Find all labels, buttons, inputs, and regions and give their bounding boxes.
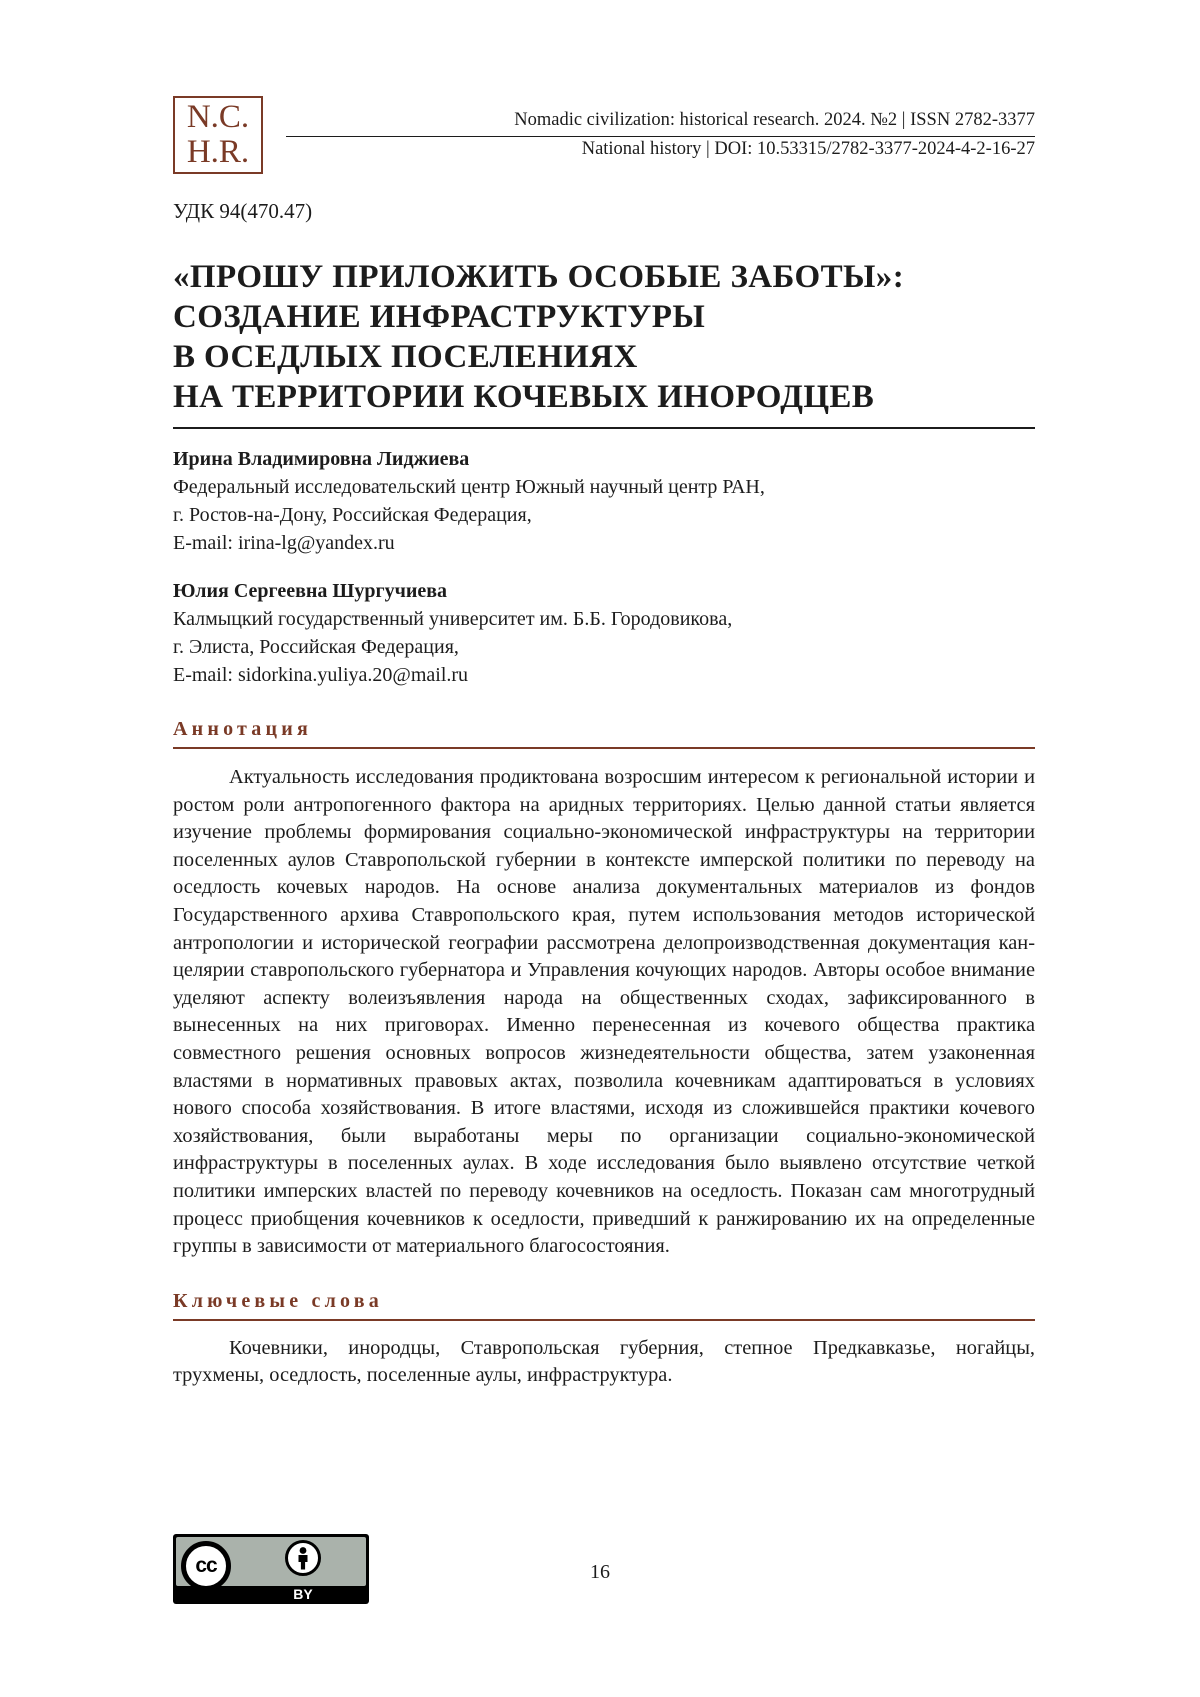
author-location: г. Ростов-на-Дону, Российская Федерация, (173, 504, 532, 526)
logo-line-1: N.C. (186, 99, 250, 135)
udc-code: УДК 94(470.47) (173, 199, 313, 223)
header-divider (286, 136, 1035, 137)
abstract-heading: Аннотация (173, 718, 1035, 749)
journal-citation: Nomadic civilization: historical research. 2024. №2 | ISSN 2782-3377 (514, 110, 1035, 130)
author-affiliation: Федеральный исследовательский центр Южный научный центр РАН, (173, 476, 765, 498)
journal-header (173, 96, 1035, 179)
author-2 (173, 577, 1035, 689)
logo-line-2: H.R. (186, 134, 250, 170)
cc-icon: cc (181, 1541, 231, 1591)
author-name: Юлия Сергеевна Шургучиева (173, 580, 448, 602)
title-line-4: НА ТЕРРИТОРИИ КОЧЕВЫХ ИНОРОДЦЕВ (173, 379, 875, 415)
abstract-text: Актуальность исследования продиктована возросшим интересом к региональной истории и ростом роли антропогенного фактора на аридных территориях. Целью данной статьи является изучение проблемы формирования социально-экономической инфраструктуры на территории поселенных аулов Ставропольской губернии в контексте имперской политики по переводу на оседлость кочевых народов. На основе анализа документальных материалов из фондов Государственного архива Ставропольского края, путем использования методов исторической антропологии и исторической географии рассмотрена делопроизводственная документация канцелярии ставропольского губернатора и Управления кочующих народов. Авторы особое внимание уделяют аспекту волеизъявления народа на общественных сходах, зафиксированного в вынесенных на них приговорах. Именно перенесенная из кочевого общества практика совместного решения основных вопросов жизнедеятельности общества, затем узаконенная властями в нормативных правовых актах, позволила кочевникам адаптироваться в условиях нового способа хозяйствования. В итоге властями, исходя из сложившейся практики кочевого хозяйствования, были выработаны меры по организации социально-экономической инфраструктуры в поселенных аулах. В ходе исследования было выявлено отсутствие четкой политики имперских властей по переводу кочевников на оседлость. Показан сам многотрудный процесс приобщения кочевников к оседлости, приведший к ранжированию их на определенные группы в зависимости от материального благосостояния. (173, 766, 1035, 1258)
keywords-heading: Ключевые слова (173, 1290, 1035, 1321)
title-line-2: СОЗДАНИЕ ИНФРАСТРУКТУРЫ (173, 299, 706, 335)
title-line-3: В ОСЕДЛЫХ ПОСЕЛЕНИЯХ (173, 339, 638, 375)
journal-logo (173, 96, 263, 174)
doi-line: National history | DOI: 10.53315/2782-3377-2024-4-2-16-27 (581, 139, 1035, 159)
author-affiliation: Калмыцкий государственный университет им. Б.Б. Городовикова, (173, 608, 733, 630)
article-title (173, 257, 1035, 429)
by-label: BY (293, 1586, 313, 1602)
author-email: E-mail: irina-lg@yandex.ru (173, 532, 395, 554)
article-page (173, 96, 1035, 1390)
author-location: г. Элиста, Российская Федерация, (173, 636, 459, 658)
title-line-1: «ПРОШУ ПРИЛОЖИТЬ ОСОБЫЕ ЗАБОТЫ»: (173, 259, 905, 295)
author-name: Ирина Владимировна Лиджиева (173, 448, 470, 470)
cc-by-license-badge[interactable] (173, 1534, 369, 1604)
author-1 (173, 445, 1035, 557)
page-number: 16 (590, 1561, 610, 1583)
keywords-text: Кочевники, инородцы, Ставропольская губерния, степное Предкавказье, ногайцы, трухмены, оседлость, поселенные аулы, инфраструктура. (173, 1336, 1035, 1387)
author-email: E-mail: sidorkina.yuliya.20@mail.ru (173, 664, 469, 686)
attribution-person-icon (285, 1540, 321, 1576)
